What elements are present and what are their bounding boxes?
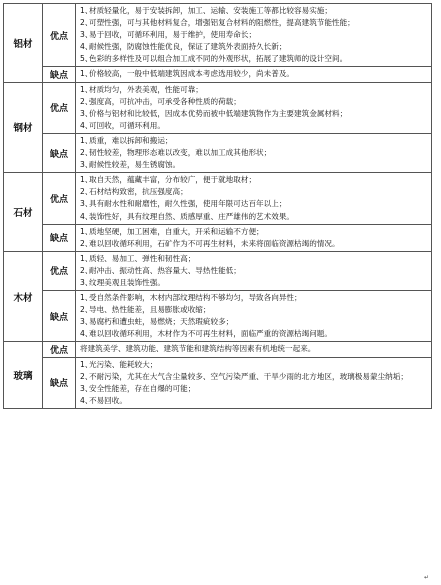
list-item [80, 226, 428, 238]
list-item [80, 68, 428, 80]
list-item [80, 383, 428, 395]
item-text: 材质轻量化，易于安装拆卸，加工、运输、安装施工等都比较容易实施； [89, 6, 332, 15]
item-number: 3、 [80, 108, 93, 118]
table-row [4, 342, 432, 357]
row-kind-label: 优点 [43, 173, 76, 224]
item-text: 易于回收，可循环利用，易于维护，使用寿命长； [89, 30, 257, 40]
item-number: 3、 [80, 199, 93, 209]
items-cell [76, 357, 432, 408]
list-item [80, 29, 428, 41]
item-number: 1、 [80, 6, 93, 15]
item-number: 2、 [80, 371, 93, 381]
material-name: 木材 [4, 251, 43, 342]
item-text: 导电、热性能差，且易膨胀或收缩； [89, 305, 211, 315]
items-cell [76, 82, 432, 133]
item-number: 1、 [80, 135, 93, 145]
item-text: 易腐朽和遭虫蛀，易燃烧；天然瑕疵较多； [89, 317, 234, 327]
list-item [80, 292, 428, 304]
item-text: 价格较高，一般中低端建筑因成本考虑选用较少，尚未普及。 [89, 69, 295, 79]
item-number: 3、 [80, 277, 93, 287]
row-kind-label: 优点 [43, 251, 76, 290]
item-text: 价格与铝材和比较低，因成本优势而被中低端建筑物作为主要建筑金属材料； [89, 108, 348, 118]
table-row [4, 357, 432, 408]
item-number: 3、 [80, 317, 93, 327]
item-text: 耐候性较差，易生锈腐蚀。 [89, 160, 181, 170]
material-name: 铝材 [4, 4, 43, 83]
row-kind-label: 缺点 [43, 357, 76, 408]
list-item [80, 120, 428, 132]
list-item [80, 41, 428, 53]
table-row [4, 291, 432, 342]
item-number: 2、 [80, 238, 93, 248]
list-item [80, 371, 428, 383]
item-text: 色彩的多样性及可以组合加工成不同的外观形状，拓展了建筑师的设计空间。 [89, 54, 348, 64]
row-kind-label: 缺点 [43, 133, 76, 172]
list-item [80, 238, 428, 250]
items-cell [76, 67, 432, 82]
material-name: 钢材 [4, 82, 43, 173]
list-item [80, 147, 428, 159]
list-item [80, 84, 428, 96]
list-item [80, 174, 428, 186]
list-item [80, 211, 428, 223]
item-number: 2、 [80, 148, 93, 158]
item-text: 光污染、能耗较大； [89, 359, 158, 369]
item-number: 5、 [80, 54, 93, 64]
item-number: 2、 [80, 265, 93, 275]
item-text: 装饰性好，具有纹理自然、质感厚重、庄严雄伟的艺术效果。 [89, 211, 295, 221]
row-kind-label: 优点 [43, 82, 76, 133]
item-text: 难以回收循环利用，石矿作为不可再生材料，未来将面临资源枯竭的情况。 [89, 238, 340, 248]
table-row [4, 67, 432, 82]
list-item [80, 316, 428, 328]
row-kind-label: 优点 [43, 342, 76, 357]
items-cell [76, 291, 432, 342]
list-item [80, 253, 428, 265]
row-kind-label: 缺点 [43, 67, 76, 82]
item-number: 1、 [80, 84, 93, 94]
item-number: 3、 [80, 160, 93, 170]
item-number: 2、 [80, 18, 93, 28]
item-number: 1、 [80, 359, 93, 369]
row-kind-label: 优点 [43, 4, 76, 67]
items-cell [76, 133, 432, 172]
item-text: 可回收，可循环利用。 [89, 120, 165, 130]
item-number: 1、 [80, 69, 93, 79]
row-kind-label: 缺点 [43, 224, 76, 251]
item-number: 2、 [80, 187, 93, 197]
table-row [4, 133, 432, 172]
table-row [4, 251, 432, 290]
table-row [4, 4, 432, 67]
material-name: 石材 [4, 173, 43, 252]
material-name: 玻璃 [4, 342, 43, 408]
item-text: 不耐污染，尤其在大气含尘量较多、空气污染严重、干旱少雨的北方地区，玻璃极易蒙尘纳垢； [89, 371, 408, 381]
item-text: 安全性能差，存在自爆的可能； [89, 383, 196, 393]
list-item [80, 96, 428, 108]
item-number: 1、 [80, 253, 93, 263]
item-text: 韧性较差，物理形态难以改变，难以加工成其他形状； [89, 148, 272, 158]
item-number: 4、 [80, 211, 93, 221]
items-cell [76, 251, 432, 290]
item-number: 4、 [80, 395, 93, 405]
list-item [80, 395, 428, 407]
list-item [80, 53, 428, 65]
item-number: 1、 [80, 293, 93, 303]
item-text: 将建筑美学、建筑功能、建筑节能和建筑结构等因素有机地统一起来。 [80, 344, 316, 354]
materials-comparison-table [3, 3, 432, 409]
list-item [80, 359, 428, 371]
table-row [4, 173, 432, 224]
item-number: 2、 [80, 96, 93, 106]
list-item [80, 198, 428, 210]
list-item [80, 5, 428, 17]
item-text: 耐冲击、振动性高、热容量大、导热性能低； [89, 265, 241, 275]
items-cell [76, 4, 432, 67]
table-body [4, 4, 432, 409]
list-item [80, 265, 428, 277]
item-text: 石材结构致密，抗压强度高； [89, 187, 188, 197]
list-item [80, 159, 428, 171]
item-text: 纹理美观且装饰性强。 [89, 277, 165, 287]
item-text: 质轻、易加工、弹性和韧性高； [89, 253, 196, 263]
paragraph-mark: ↵ [424, 574, 430, 581]
list-item [80, 343, 428, 355]
row-kind-label: 缺点 [43, 291, 76, 342]
item-number: 3、 [80, 383, 93, 393]
item-text: 难以回收循环利用，木材作为不可再生材料，面临严重的资源枯竭问题。 [89, 329, 332, 339]
list-item [80, 277, 428, 289]
list-item [80, 108, 428, 120]
table-row [4, 224, 432, 251]
item-text: 耐候性强，防腐蚀性能优良，保证了建筑外表面持久长新； [89, 42, 287, 52]
item-number: 3、 [80, 30, 93, 40]
item-text: 质重，难以拆卸和搬运； [89, 135, 173, 145]
list-item [80, 304, 428, 316]
item-text: 可塑性强，可与其他材料复合，增强铝复合材料的阻燃性，提高建筑节能性能； [89, 18, 355, 28]
item-text: 具有耐水性和耐磨性，耐久性强，使用年限可达百年以上； [89, 199, 287, 209]
table-row [4, 82, 432, 133]
item-number: 2、 [80, 305, 93, 315]
item-number: 1、 [80, 226, 93, 236]
item-text: 质地坚硬，加工困难，自重大，开采和运输不方便； [89, 226, 264, 236]
item-text: 受自然条件影响，木材内部纹理结构不够均匀，导致各向异性； [89, 293, 302, 303]
list-item [80, 135, 428, 147]
item-text: 强度高，可抗冲击，可承受各种性质的荷载； [89, 96, 241, 106]
item-number: 4、 [80, 42, 93, 52]
items-cell [76, 342, 432, 357]
items-cell [76, 173, 432, 224]
items-cell [76, 224, 432, 251]
item-text: 不易回收。 [89, 395, 127, 405]
list-item [80, 17, 428, 29]
item-number: 4、 [80, 329, 93, 339]
item-text: 材质均匀，外表美观，性能可靠； [89, 84, 203, 94]
item-number: 1、 [80, 175, 93, 185]
item-number: 4、 [80, 120, 93, 130]
list-item [80, 328, 428, 340]
item-text: 取自天然，蕴藏丰富，分布较广，便于就地取材； [89, 175, 257, 185]
list-item [80, 186, 428, 198]
